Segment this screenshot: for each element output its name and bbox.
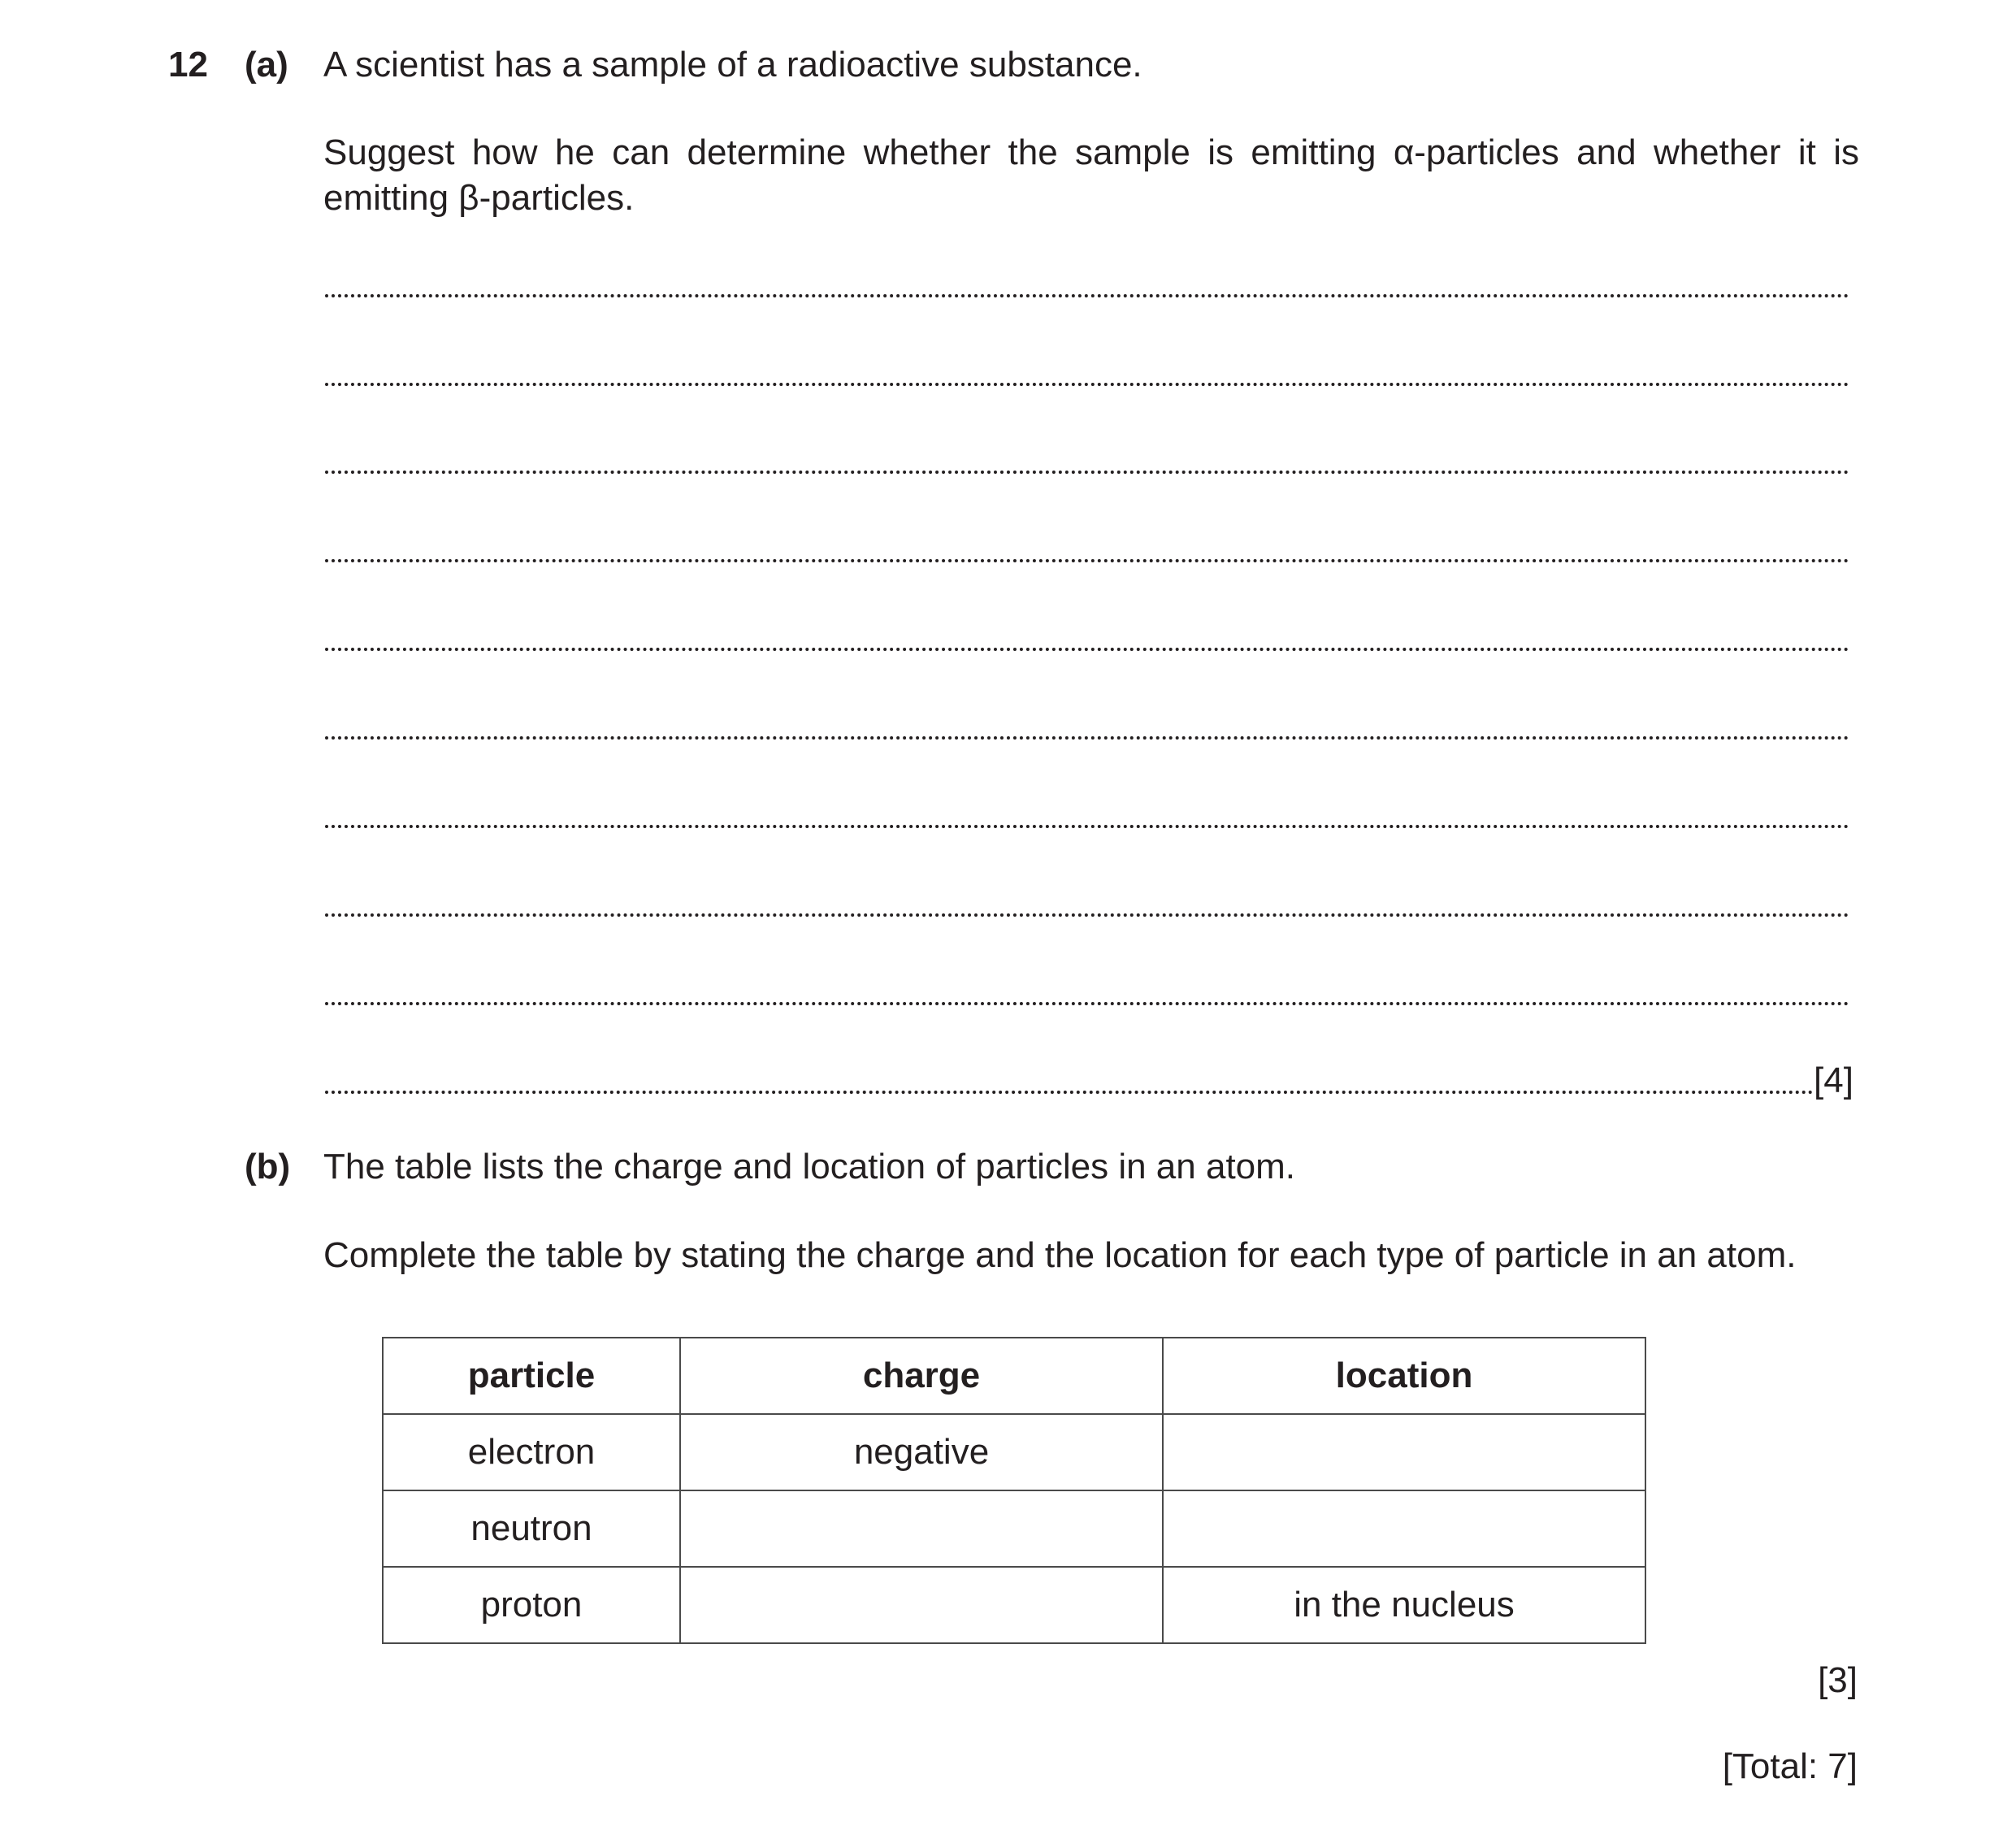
answer-line-8[interactable] — [325, 913, 1849, 917]
part-a-label: (a) — [245, 45, 288, 85]
table-row — [383, 1490, 1645, 1567]
part-a-intro: A scientist has a sample of a radioactive substance. — [323, 45, 1142, 85]
answer-line-1[interactable] — [325, 294, 1849, 297]
question-total: [Total: 7] — [1722, 1746, 1858, 1786]
cell-location-neutron[interactable] — [1163, 1490, 1645, 1567]
part-b-marks: [3] — [1818, 1660, 1858, 1700]
answer-line-3[interactable] — [325, 471, 1849, 474]
particles-table — [382, 1337, 1646, 1644]
header-location: location — [1163, 1338, 1645, 1414]
part-a-prompt: Suggest how he can determine whether the sample is emitting α-particles and whether it is emitting β-particles. — [323, 132, 1859, 218]
answer-line-7[interactable] — [325, 825, 1849, 828]
answer-line-10[interactable] — [325, 1091, 1814, 1094]
part-b-prompt: Complete the table by stating the charge and the location for each type of particle in an atom. — [323, 1235, 1797, 1275]
header-charge: charge — [680, 1338, 1163, 1414]
cell-charge-proton[interactable] — [680, 1567, 1163, 1643]
table-row — [383, 1567, 1645, 1643]
part-a-marks: [4] — [1814, 1061, 1853, 1100]
answer-line-9[interactable] — [325, 1002, 1849, 1005]
part-b-intro: The table lists the charge and location of particles in an atom. — [323, 1147, 1296, 1186]
cell-particle-electron: electron — [383, 1414, 680, 1490]
part-b-label: (b) — [245, 1147, 291, 1186]
cell-charge-neutron[interactable] — [680, 1490, 1163, 1567]
header-particle: particle — [383, 1338, 680, 1414]
cell-charge-electron: negative — [680, 1414, 1163, 1490]
table-row — [383, 1414, 1645, 1490]
cell-location-proton: in the nucleus — [1163, 1567, 1645, 1643]
answer-line-2[interactable] — [325, 383, 1849, 386]
answer-line-6[interactable] — [325, 736, 1849, 740]
cell-particle-neutron: neutron — [383, 1490, 680, 1567]
cell-particle-proton: proton — [383, 1567, 680, 1643]
answer-line-4[interactable] — [325, 559, 1849, 562]
cell-location-electron[interactable] — [1163, 1414, 1645, 1490]
table-header-row — [383, 1338, 1645, 1414]
answer-line-5[interactable] — [325, 648, 1849, 651]
question-number: 12 — [168, 45, 208, 85]
